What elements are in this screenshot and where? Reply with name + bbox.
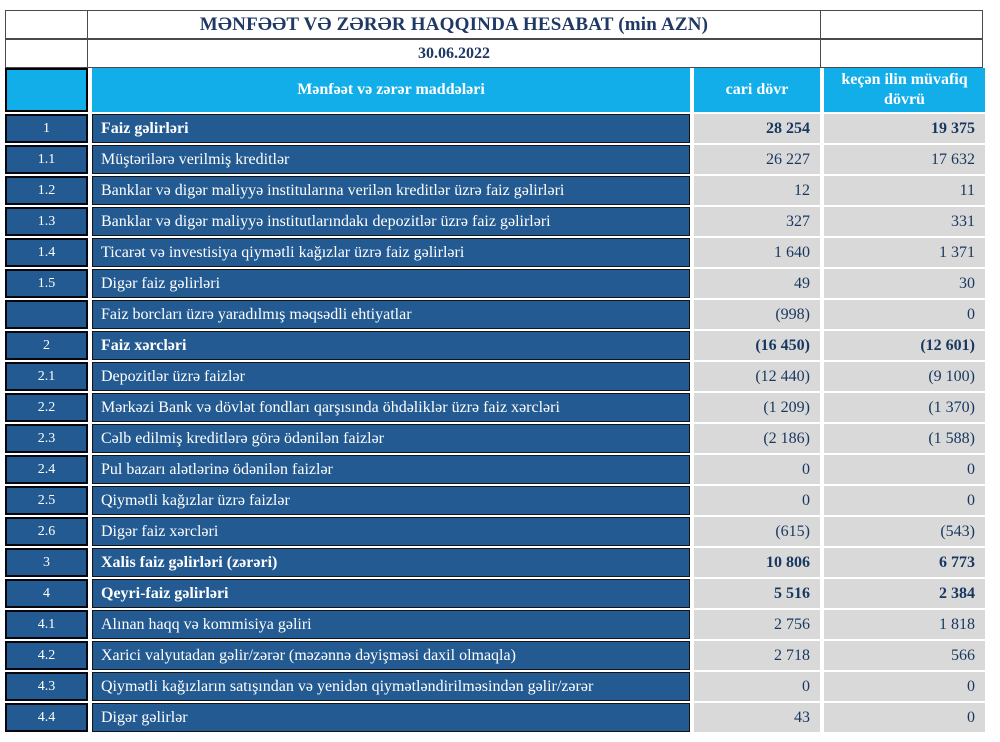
- table-row: [5, 486, 985, 515]
- row-number-cell: 1.1: [5, 145, 88, 174]
- row-number-cell: 2.1: [5, 362, 88, 391]
- previous-period-cell: (12 601): [824, 331, 985, 360]
- row-number-cell: 2.4: [5, 455, 88, 484]
- previous-period-cell: (9 100): [824, 362, 985, 391]
- current-period-cell: 28 254: [694, 114, 820, 143]
- item-cell: Digər faiz xərcləri: [92, 517, 690, 546]
- table-row: [5, 393, 985, 422]
- date-row-right-cell: [820, 39, 983, 68]
- item-cell: Digər gəlirlər: [92, 703, 690, 732]
- item-cell: Xalis faiz gəlirləri (zərəri): [92, 548, 690, 577]
- previous-period-cell: 6 773: [824, 548, 985, 577]
- item-cell: Banklar və digər maliyyə institularına verilən kreditlər üzrə faiz gəlirləri: [92, 176, 690, 205]
- previous-period-cell: 11: [824, 176, 985, 205]
- previous-period-cell: (1 370): [824, 393, 985, 422]
- current-period-cell: 49: [694, 269, 820, 298]
- item-cell: Faiz gəlirləri: [92, 114, 690, 143]
- previous-period-cell: 566: [824, 641, 985, 670]
- table-row: [5, 610, 985, 639]
- table-row: [5, 207, 985, 236]
- table-row: [5, 300, 985, 329]
- previous-period-cell: 0: [824, 455, 985, 484]
- row-number-cell: 4.3: [5, 672, 88, 701]
- row-number-cell: 4.2: [5, 641, 88, 670]
- previous-period-cell: 0: [824, 300, 985, 329]
- table-row: [5, 269, 985, 298]
- table-row: [5, 672, 985, 701]
- row-number-cell: 2.6: [5, 517, 88, 546]
- current-period-cell: (2 186): [694, 424, 820, 453]
- previous-period-cell: 0: [824, 486, 985, 515]
- current-period-cell: (998): [694, 300, 820, 329]
- item-cell: Faiz xərcləri: [92, 331, 690, 360]
- table-body: [5, 114, 985, 732]
- current-period-cell: 26 227: [694, 145, 820, 174]
- item-cell: Depozitlər üzrə faizlər: [92, 362, 690, 391]
- table-row: [5, 331, 985, 360]
- previous-period-cell: 1 371: [824, 238, 985, 267]
- previous-period-cell: 0: [824, 703, 985, 732]
- date-row: [5, 39, 985, 68]
- report-date: 30.06.2022: [418, 44, 490, 62]
- previous-period-cell: 1 818: [824, 610, 985, 639]
- current-period-cell: 2 756: [694, 610, 820, 639]
- table-row: [5, 455, 985, 484]
- item-cell: Banklar və digər maliyyə institutlarındakı depozitlər üzrə faiz gəlirləri: [92, 207, 690, 236]
- title-row-right-cell: [820, 10, 983, 39]
- item-cell: Qiymətli kağızlar üzrə faizlər: [92, 486, 690, 515]
- column-header-row: [5, 68, 985, 112]
- item-cell: Xarici valyutadan gəlir/zərər (məzənnə dəyişməsi daxil olmaqla): [92, 641, 690, 670]
- row-number-cell: 1.5: [5, 269, 88, 298]
- previous-period-cell: 331: [824, 207, 985, 236]
- current-period-cell: 0: [694, 455, 820, 484]
- current-period-cell: 2 718: [694, 641, 820, 670]
- title-cell: [87, 10, 821, 39]
- current-period-cell: (1 209): [694, 393, 820, 422]
- item-cell: Qeyri-faiz gəlirləri: [92, 579, 690, 608]
- current-period-cell: 5 516: [694, 579, 820, 608]
- date-row-left-cell: [5, 39, 88, 68]
- current-period-cell: 43: [694, 703, 820, 732]
- table-row: [5, 703, 985, 732]
- table-row: [5, 238, 985, 267]
- previous-period-cell: 17 632: [824, 145, 985, 174]
- current-period-cell: 327: [694, 207, 820, 236]
- report-title: MƏNFƏƏT VƏ ZƏRƏR HAQQINDA HESABAT (min AZN): [199, 13, 709, 35]
- date-cell: [87, 39, 821, 68]
- current-period-cell: (12 440): [694, 362, 820, 391]
- previous-period-cell: (1 588): [824, 424, 985, 453]
- current-period-cell: 0: [694, 486, 820, 515]
- row-number-cell: 4.4: [5, 703, 88, 732]
- current-period-cell: 0: [694, 672, 820, 701]
- row-number-cell: 2.3: [5, 424, 88, 453]
- table-row: [5, 579, 985, 608]
- row-number-cell: 4.1: [5, 610, 88, 639]
- profit-loss-report: [5, 10, 985, 734]
- item-cell: Mərkəzi Bank və dövlət fondları qarşısında öhdəliklər üzrə faiz xərcləri: [92, 393, 690, 422]
- current-period-cell: 10 806: [694, 548, 820, 577]
- item-cell: Qiymətli kağızların satışından və yenidən qiymətləndirilməsindən gəlir/zərər: [92, 672, 690, 701]
- row-number-column-header: [5, 68, 88, 112]
- item-cell: Alınan haqq və kommisiya gəliri: [92, 610, 690, 639]
- previous-period-cell: (543): [824, 517, 985, 546]
- row-number-cell: 1.3: [5, 207, 88, 236]
- item-cell: Pul bazarı alətlərinə ödənilən faizlər: [92, 455, 690, 484]
- items-column-header: Mənfəət və zərər maddələri: [92, 68, 690, 112]
- row-number-cell: 1: [5, 114, 88, 143]
- title-row: [5, 10, 985, 39]
- row-number-cell: 1.2: [5, 176, 88, 205]
- table-row: [5, 641, 985, 670]
- table-row: [5, 517, 985, 546]
- row-number-cell: 3: [5, 548, 88, 577]
- current-period-cell: (16 450): [694, 331, 820, 360]
- row-number-cell: 4: [5, 579, 88, 608]
- current-period-cell: 12: [694, 176, 820, 205]
- previous-period-cell: 2 384: [824, 579, 985, 608]
- table-row: [5, 362, 985, 391]
- row-number-cell: [5, 300, 88, 329]
- row-number-cell: 2.2: [5, 393, 88, 422]
- table-row: [5, 145, 985, 174]
- table-row: [5, 548, 985, 577]
- table-row: [5, 114, 985, 143]
- previous-period-column-header: keçən ilin müvafiq dövrü: [824, 68, 985, 112]
- title-row-left-cell: [5, 10, 88, 39]
- current-period-cell: (615): [694, 517, 820, 546]
- item-cell: Ticarət və investisiya qiymətli kağızlar üzrə faiz gəlirləri: [92, 238, 690, 267]
- item-cell: Cəlb edilmiş kreditlərə görə ödənilən faizlər: [92, 424, 690, 453]
- previous-period-cell: 0: [824, 672, 985, 701]
- item-cell: Müştərilərə verilmiş kreditlər: [92, 145, 690, 174]
- current-period-column-header: cari dövr: [694, 68, 820, 112]
- item-cell: Digər faiz gəlirləri: [92, 269, 690, 298]
- row-number-cell: 1.4: [5, 238, 88, 267]
- previous-period-cell: 19 375: [824, 114, 985, 143]
- table-row: [5, 424, 985, 453]
- row-number-cell: 2.5: [5, 486, 88, 515]
- row-number-cell: 2: [5, 331, 88, 360]
- table-row: [5, 176, 985, 205]
- current-period-cell: 1 640: [694, 238, 820, 267]
- previous-period-cell: 30: [824, 269, 985, 298]
- item-cell: Faiz borcları üzrə yaradılmış məqsədli ehtiyatlar: [92, 300, 690, 329]
